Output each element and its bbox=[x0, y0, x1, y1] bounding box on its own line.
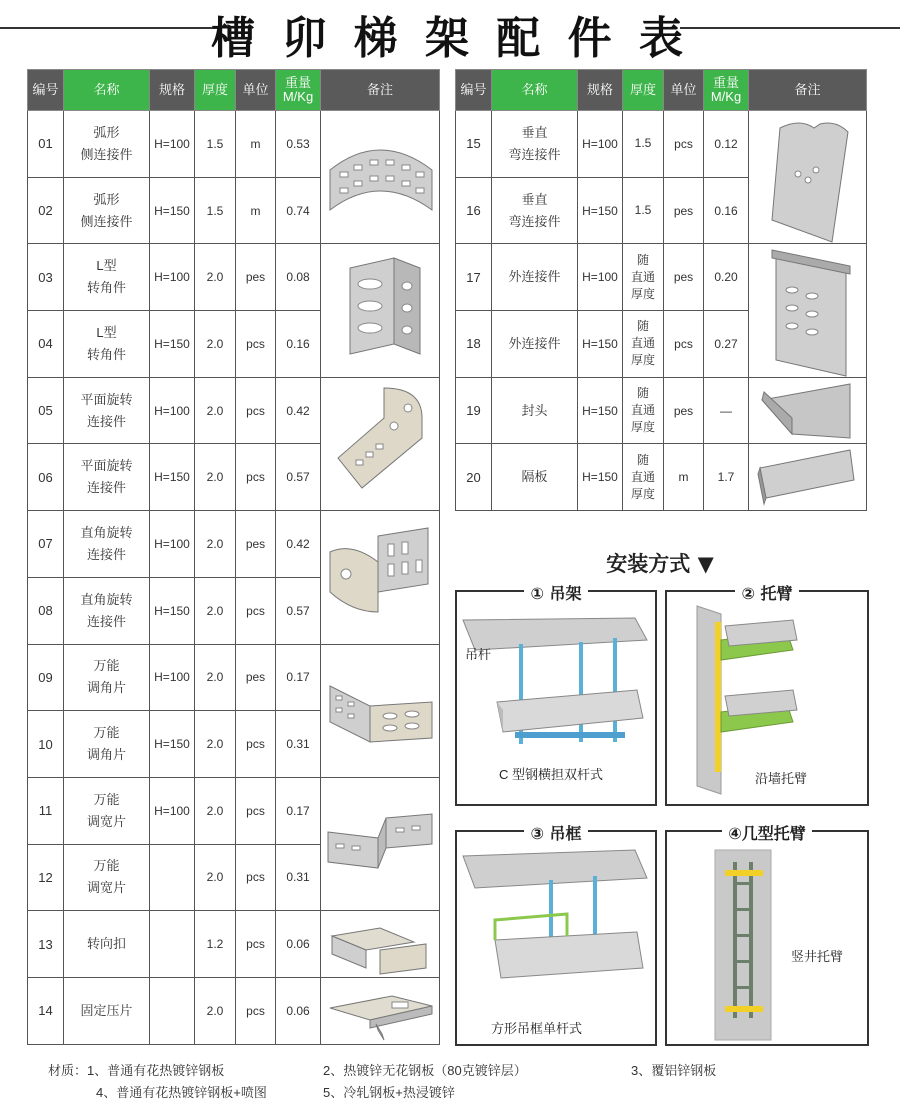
row-thickness-line1: 随 bbox=[636, 452, 649, 467]
row-unit: pcs bbox=[236, 711, 276, 778]
row-number: 02 bbox=[28, 177, 64, 244]
panel-hanging-frame bbox=[455, 824, 657, 1046]
panel-n-type-arm bbox=[665, 824, 869, 1046]
row-spec: H=150 bbox=[578, 444, 623, 511]
row-number: 03 bbox=[28, 244, 64, 311]
universal-width-plate-image bbox=[328, 814, 432, 868]
row-weight: 0.08 bbox=[276, 244, 321, 311]
header-no: 编号 bbox=[456, 70, 492, 111]
page-title: 槽 卯 梯 架 配 件 表 bbox=[211, 13, 689, 64]
row-name-line2: 连接件 bbox=[86, 413, 126, 429]
title-bar bbox=[0, 0, 900, 64]
row-name bbox=[492, 111, 578, 178]
row-thickness: 2.0 bbox=[195, 844, 236, 911]
row-weight: 0.31 bbox=[276, 844, 321, 911]
material-5: 5、冷轧钢板+热浸镀锌 bbox=[323, 1085, 455, 1100]
row-name bbox=[64, 111, 150, 178]
end-cap-image bbox=[762, 384, 850, 438]
row-name-line2: 连接件 bbox=[86, 546, 126, 562]
row-spec: H=150 bbox=[150, 711, 195, 778]
row-name bbox=[64, 244, 150, 311]
row-weight: 0.16 bbox=[276, 311, 321, 378]
row-weight: 1.7 bbox=[704, 444, 749, 511]
row-unit: pcs bbox=[664, 311, 704, 378]
left-header-row bbox=[28, 70, 440, 111]
row-thickness: 2.0 bbox=[195, 377, 236, 444]
row-spec: H=150 bbox=[150, 177, 195, 244]
row-name bbox=[492, 244, 578, 311]
row-number: 11 bbox=[28, 777, 64, 844]
row-spec: H=100 bbox=[578, 244, 623, 311]
header-thickness: 厚度 bbox=[623, 70, 664, 111]
row-thickness: 1.5 bbox=[195, 111, 236, 178]
row-weight: 0.42 bbox=[276, 511, 321, 578]
row-thickness bbox=[623, 111, 664, 178]
outer-connector-image bbox=[772, 250, 850, 376]
row-name-line2: 调宽片 bbox=[86, 880, 126, 896]
panel-hanger bbox=[455, 584, 657, 806]
row-weight: 0.16 bbox=[704, 177, 749, 244]
row-name bbox=[64, 511, 150, 578]
row-weight: 0.31 bbox=[276, 711, 321, 778]
row-name bbox=[64, 311, 150, 378]
row-weight: — bbox=[704, 377, 749, 444]
row-number: 04 bbox=[28, 311, 64, 378]
planar-rotating-connector-image bbox=[338, 388, 422, 488]
install-title: 安装方式 ▼ bbox=[606, 552, 714, 576]
row-name-line1: 平面旋转 bbox=[80, 458, 133, 474]
row-thickness: 2.0 bbox=[195, 777, 236, 844]
row-spec: H=100 bbox=[150, 111, 195, 178]
row-unit: pes bbox=[664, 244, 704, 311]
label-wall-arm: 沿墙托臂 bbox=[755, 771, 808, 786]
row-spec: H=100 bbox=[578, 111, 623, 178]
partition-image bbox=[758, 450, 854, 504]
row-number: 08 bbox=[28, 577, 64, 644]
row-thickness: 2.0 bbox=[195, 511, 236, 578]
row-thickness bbox=[623, 377, 664, 444]
row-name bbox=[64, 711, 150, 778]
header-spec: 规格 bbox=[578, 70, 623, 111]
row-number: 05 bbox=[28, 377, 64, 444]
label-c-steel: C 型钢横担双杆式 bbox=[499, 767, 604, 782]
row-number: 19 bbox=[456, 377, 492, 444]
row-unit: pcs bbox=[236, 444, 276, 511]
panel-wall-arm-title: ② 托臂 bbox=[735, 584, 798, 603]
row-weight: 0.17 bbox=[276, 777, 321, 844]
row-spec: H=100 bbox=[150, 377, 195, 444]
row-unit: pes bbox=[236, 244, 276, 311]
row-thickness-line3: 厚度 bbox=[630, 420, 655, 435]
row-number: 20 bbox=[456, 444, 492, 511]
row-spec: H=150 bbox=[150, 577, 195, 644]
row-spec: H=100 bbox=[150, 244, 195, 311]
row-number: 18 bbox=[456, 311, 492, 378]
row-thickness-line1: 1.5 bbox=[634, 203, 652, 218]
panel-n-type-arm-title: ④几型托臂 bbox=[722, 824, 812, 843]
row-thickness: 2.0 bbox=[195, 644, 236, 711]
header-note: 备注 bbox=[749, 70, 867, 111]
row-thickness-line1: 随 bbox=[636, 319, 649, 334]
row-spec bbox=[150, 911, 195, 978]
row-number: 06 bbox=[28, 444, 64, 511]
row-weight: 0.12 bbox=[704, 111, 749, 178]
panel-wall-arm bbox=[665, 584, 869, 806]
row-thickness-line2: 直通 bbox=[630, 269, 655, 284]
panel-hanging-frame-title: ③ 吊框 bbox=[524, 824, 587, 843]
row-spec bbox=[150, 844, 195, 911]
header-weight: 重量 M/Kg bbox=[704, 70, 749, 111]
row-unit: m bbox=[664, 444, 704, 511]
row-name-line1: 隔板 bbox=[521, 469, 548, 485]
right-header-row bbox=[456, 70, 867, 111]
universal-angle-plate-image bbox=[330, 686, 432, 742]
row-name-line1: L型 bbox=[96, 258, 117, 274]
row-name-line1: 万能 bbox=[93, 858, 120, 874]
row-name-line2: 侧连接件 bbox=[80, 146, 133, 162]
row-thickness bbox=[623, 244, 664, 311]
row-unit: pes bbox=[664, 377, 704, 444]
row-spec: H=150 bbox=[578, 311, 623, 378]
row-thickness-line2: 直通 bbox=[630, 403, 655, 418]
row-thickness: 1.2 bbox=[195, 911, 236, 978]
row-thickness-line1: 1.5 bbox=[634, 136, 652, 151]
row-name-line1: 垂直 bbox=[521, 191, 548, 207]
row-unit: pcs bbox=[236, 977, 276, 1044]
row-unit: pcs bbox=[236, 911, 276, 978]
header-unit: 单位 bbox=[664, 70, 704, 111]
n-type-arm-illustration bbox=[667, 832, 867, 1044]
row-number: 15 bbox=[456, 111, 492, 178]
row-unit: pes bbox=[236, 644, 276, 711]
label-shaft-arm: 竖井托臂 bbox=[791, 949, 844, 964]
row-name bbox=[64, 377, 150, 444]
row-name-line2: 调角片 bbox=[86, 680, 126, 696]
row-number: 07 bbox=[28, 511, 64, 578]
label-square-frame: 方形吊框单杆式 bbox=[491, 1021, 583, 1036]
header-thickness: 厚度 bbox=[195, 70, 236, 111]
turning-buckle-image bbox=[332, 928, 426, 974]
row-unit: pcs bbox=[664, 111, 704, 178]
row-name-line1: 万能 bbox=[93, 791, 120, 807]
row-name-line1: 封头 bbox=[521, 402, 548, 418]
row-name-line1: 弧形 bbox=[93, 124, 120, 140]
row-spec: H=100 bbox=[150, 511, 195, 578]
row-unit: pcs bbox=[236, 777, 276, 844]
row-name-line1: 外连接件 bbox=[508, 269, 561, 285]
header-name: 名称 bbox=[64, 70, 150, 111]
row-weight: 0.74 bbox=[276, 177, 321, 244]
row-thickness-line3: 厚度 bbox=[630, 353, 655, 368]
row-name-line1: L型 bbox=[96, 324, 117, 340]
row-name bbox=[64, 777, 150, 844]
row-name-line2: 转角件 bbox=[86, 346, 126, 362]
row-thickness: 2.0 bbox=[195, 311, 236, 378]
row-name bbox=[64, 644, 150, 711]
row-name-line1: 直角旋转 bbox=[80, 524, 133, 540]
row-thickness: 2.0 bbox=[195, 711, 236, 778]
label-hanger-rod: 吊杆 bbox=[465, 647, 492, 662]
material-3: 3、覆铝锌钢板 bbox=[631, 1063, 717, 1078]
row-name bbox=[64, 444, 150, 511]
row-number: 10 bbox=[28, 711, 64, 778]
row-thickness-line3: 厚度 bbox=[630, 486, 655, 501]
header-weight: 重量 M/Kg bbox=[276, 70, 321, 111]
fixing-clamp-image bbox=[330, 996, 432, 1040]
header-no: 编号 bbox=[28, 70, 64, 111]
row-name bbox=[492, 311, 578, 378]
row-name bbox=[64, 844, 150, 911]
material-2: 2、热镀锌无花钢板（80克镀锌层） bbox=[323, 1063, 527, 1078]
header-spec: 规格 bbox=[150, 70, 195, 111]
row-thickness bbox=[623, 444, 664, 511]
right-angle-rotating-connector-image bbox=[330, 528, 428, 612]
row-weight: 0.20 bbox=[704, 244, 749, 311]
header-name: 名称 bbox=[492, 70, 578, 111]
row-name-line1: 固定压片 bbox=[80, 1002, 133, 1018]
row-thickness-line2: 直通 bbox=[630, 469, 655, 484]
row-name bbox=[64, 577, 150, 644]
row-thickness: 1.5 bbox=[195, 177, 236, 244]
vertical-bend-connector-image bbox=[772, 123, 848, 242]
row-thickness-line2: 直通 bbox=[630, 336, 655, 351]
row-spec: H=100 bbox=[150, 777, 195, 844]
left-product-images bbox=[322, 110, 439, 1044]
row-name bbox=[492, 177, 578, 244]
row-name-line1: 万能 bbox=[93, 725, 120, 741]
row-name-line2: 侧连接件 bbox=[80, 213, 133, 229]
row-name-line2: 弯连接件 bbox=[508, 213, 561, 229]
row-name-line2: 调角片 bbox=[86, 747, 126, 763]
row-unit: pes bbox=[664, 177, 704, 244]
row-number: 13 bbox=[28, 911, 64, 978]
row-unit: pcs bbox=[236, 311, 276, 378]
row-thickness: 2.0 bbox=[195, 444, 236, 511]
row-number: 14 bbox=[28, 977, 64, 1044]
row-name bbox=[64, 177, 150, 244]
row-number: 09 bbox=[28, 644, 64, 711]
row-weight: 0.06 bbox=[276, 977, 321, 1044]
row-unit: pcs bbox=[236, 844, 276, 911]
row-spec bbox=[150, 977, 195, 1044]
row-spec: H=100 bbox=[150, 644, 195, 711]
row-name-line2: 弯连接件 bbox=[508, 146, 561, 162]
row-name-line2: 调宽片 bbox=[86, 813, 126, 829]
row-weight: 0.57 bbox=[276, 577, 321, 644]
row-unit: pcs bbox=[236, 577, 276, 644]
row-name bbox=[492, 444, 578, 511]
row-name bbox=[64, 977, 150, 1044]
row-number: 01 bbox=[28, 111, 64, 178]
panel-hanger-title: ① 吊架 bbox=[524, 584, 587, 603]
row-unit: pes bbox=[236, 511, 276, 578]
row-thickness: 2.0 bbox=[195, 244, 236, 311]
row-name-line2: 连接件 bbox=[86, 613, 126, 629]
row-thickness bbox=[623, 311, 664, 378]
row-name bbox=[492, 377, 578, 444]
row-number: 12 bbox=[28, 844, 64, 911]
row-name-line1: 直角旋转 bbox=[80, 591, 133, 607]
row-thickness bbox=[623, 177, 664, 244]
row-thickness: 2.0 bbox=[195, 977, 236, 1044]
material-4: 4、普通有花热镀锌钢板+喷图 bbox=[96, 1085, 267, 1100]
hanging-frame-illustration bbox=[457, 832, 655, 1044]
row-weight: 0.06 bbox=[276, 911, 321, 978]
row-name-line1: 平面旋转 bbox=[80, 391, 133, 407]
row-weight: 0.53 bbox=[276, 111, 321, 178]
row-spec: H=150 bbox=[578, 377, 623, 444]
row-name bbox=[64, 911, 150, 978]
row-number: 17 bbox=[456, 244, 492, 311]
header-unit: 单位 bbox=[236, 70, 276, 111]
row-name-line1: 弧形 bbox=[93, 191, 120, 207]
row-weight: 0.42 bbox=[276, 377, 321, 444]
l-corner-image bbox=[350, 258, 420, 354]
material-1: 材质：1、普通有花热镀锌钢板 bbox=[48, 1063, 225, 1078]
row-unit: m bbox=[236, 177, 276, 244]
row-name-line2: 转角件 bbox=[86, 280, 126, 296]
right-product-images bbox=[750, 110, 866, 512]
row-thickness-line1: 随 bbox=[636, 386, 649, 401]
row-unit: m bbox=[236, 111, 276, 178]
row-unit: pcs bbox=[236, 377, 276, 444]
row-name-line1: 垂直 bbox=[521, 124, 548, 140]
row-name-line2: 连接件 bbox=[86, 480, 126, 496]
row-weight: 0.27 bbox=[704, 311, 749, 378]
row-number: 16 bbox=[456, 177, 492, 244]
row-thickness-line1: 随 bbox=[636, 252, 649, 267]
row-thickness: 2.0 bbox=[195, 577, 236, 644]
row-weight: 0.57 bbox=[276, 444, 321, 511]
row-thickness-line3: 厚度 bbox=[630, 286, 655, 301]
header-note: 备注 bbox=[321, 70, 440, 111]
row-spec: H=150 bbox=[150, 311, 195, 378]
row-spec: H=150 bbox=[578, 177, 623, 244]
row-spec: H=150 bbox=[150, 444, 195, 511]
arc-side-connector-image bbox=[330, 150, 432, 210]
row-name-line1: 万能 bbox=[93, 658, 120, 674]
row-weight: 0.17 bbox=[276, 644, 321, 711]
row-name-line1: 外连接件 bbox=[508, 335, 561, 351]
row-name-line1: 转向扣 bbox=[86, 936, 126, 952]
